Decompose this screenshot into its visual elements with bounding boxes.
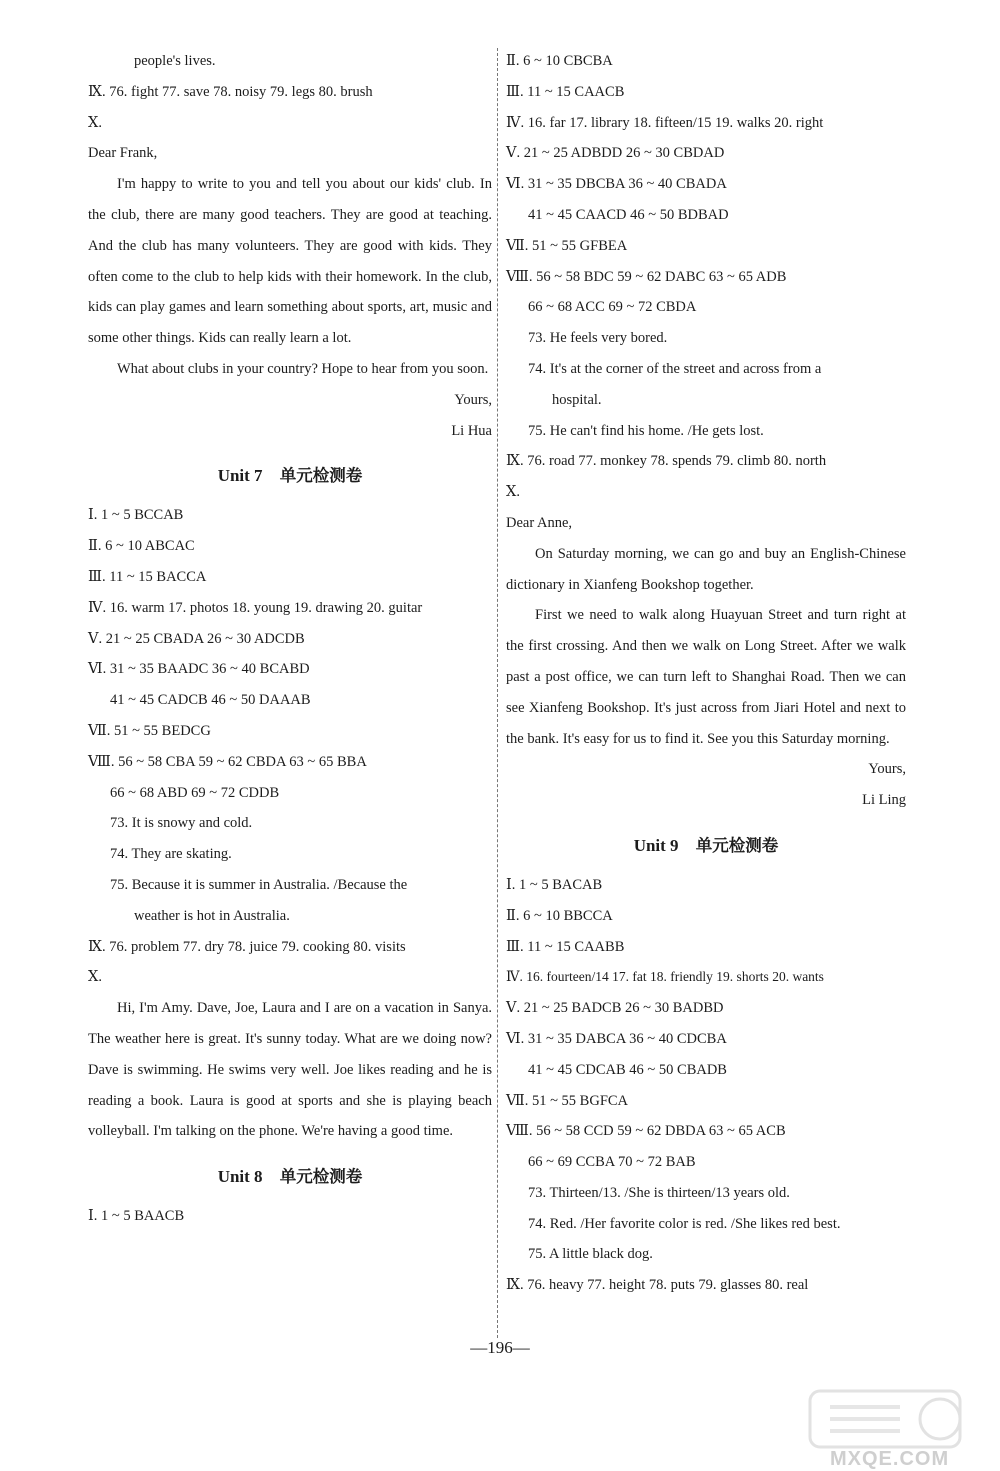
page-number: —196— xyxy=(470,1338,530,1357)
answer-line: Ⅴ. 21 ~ 25 ADBDD 26 ~ 30 CBDAD xyxy=(506,145,725,162)
answer-line: 41 ~ 45 CAACD 46 ~ 50 BDBAD xyxy=(528,206,729,223)
answer-line: Ⅲ. 11 ~ 15 CAABB xyxy=(506,938,625,955)
answer-line: Ⅵ. 31 ~ 35 DBCBA 36 ~ 40 CBADA xyxy=(506,176,727,193)
answer-line: Ⅱ. 6 ~ 10 BBCCA xyxy=(506,907,613,924)
answer-line: Ⅴ. 21 ~ 25 CBADA 26 ~ 30 ADCDB xyxy=(88,630,305,647)
answer-line: Ⅴ. 21 ~ 25 BADCB 26 ~ 30 BADBD xyxy=(506,1000,724,1017)
answer-line: Ⅳ. 16. warm 17. photos 18. young 19. drawing 20. guitar xyxy=(88,599,423,616)
unit-title-cn: 单元检测卷 xyxy=(279,1167,363,1187)
answer-line: 73. It is snowy and cold. xyxy=(110,815,253,832)
answer-line: Ⅸ. 76. heavy 77. height 78. puts 79. glasses 80. real xyxy=(506,1277,809,1294)
answer-line: 41 ~ 45 CDCAB 46 ~ 50 CBADB xyxy=(528,1061,727,1078)
answer-line: Ⅶ. 51 ~ 55 BEDCG xyxy=(88,722,211,739)
answer-line: Ⅰ. 1 ~ 5 BAACB xyxy=(88,1208,185,1225)
answer-line: 66 ~ 68 ACC 69 ~ 72 CBDA xyxy=(528,299,697,316)
watermark-text: MXQE.COM xyxy=(830,1448,950,1470)
answer-line: 74. They are skating. xyxy=(110,846,232,863)
answer-line: Ⅷ. 56 ~ 58 CCD 59 ~ 62 DBDA 63 ~ 65 ACB xyxy=(506,1123,786,1140)
answer-line: Ⅵ. 31 ~ 35 DABCA 36 ~ 40 CDCBA xyxy=(506,1030,727,1047)
letter-greeting: Dear Frank, xyxy=(88,145,158,162)
letter-signature: Li Ling xyxy=(862,792,906,809)
answer-line: Ⅷ. 56 ~ 58 BDC 59 ~ 62 DABC 63 ~ 65 ADB xyxy=(506,268,787,285)
text-line: people's lives. xyxy=(134,53,216,69)
answer-line: Ⅶ. 51 ~ 55 BGFCA xyxy=(506,1092,629,1109)
unit-title-en: Unit 7 xyxy=(217,466,263,486)
answer-line: Ⅲ. 11 ~ 15 CAACB xyxy=(506,83,625,100)
answer-line: Ⅰ. 1 ~ 5 BCCAB xyxy=(88,507,184,524)
answer-line: hospital. xyxy=(552,391,602,408)
answer-line: 73. He feels very bored. xyxy=(528,330,668,347)
unit-8-title xyxy=(88,1153,492,1201)
answer-line: Ⅰ. 1 ~ 5 BACAB xyxy=(506,876,603,893)
answer-line: Ⅳ. 16. fourteen/14 17. fat 18. friendly 19. shorts 20. wants xyxy=(506,969,824,985)
unit-9-title xyxy=(506,822,906,870)
letter-paragraph: First we need to walk along Huayuan Street and turn right at the first crossing. And then we walk on Long Street. After we walk past a post office, we can turn left to Shanghai Road. Then we can see Xianfeng Bookshop. It's just across from Jiari Hotel and next to the bank. It's easy for us to find it. See you this Saturday morning. xyxy=(506,607,906,747)
letter-signature: Li Hua xyxy=(451,422,492,439)
answer-line: Ⅱ. 6 ~ 10 ABCAC xyxy=(88,538,195,555)
answer-line: weather is hot in Australia. xyxy=(134,907,290,924)
left-column xyxy=(88,46,492,1232)
letter-closing: Yours, xyxy=(868,761,906,778)
answer-line: 41 ~ 45 CADCB 46 ~ 50 DAAAB xyxy=(110,692,311,709)
essay-paragraph: Hi, I'm Amy. Dave, Joe, Laura and I are on a vacation in Sanya. The weather here is great. It's sunny today. What are we doing now? Dave is swimming. He swims very well. Joe likes reading and he is reading a book. Laura is good at sports and she is playing beach volleyball. I'm talking on the phone. We're having a good time. xyxy=(88,1000,492,1140)
section-marker: Ⅹ. xyxy=(88,114,102,131)
answer-line: Ⅵ. 31 ~ 35 BAADC 36 ~ 40 BCABD xyxy=(88,661,310,678)
answer-line: Ⅸ. 76. problem 77. dry 78. juice 79. cooking 80. visits xyxy=(88,938,406,955)
unit-title-cn: 单元检测卷 xyxy=(279,466,363,486)
section-marker: Ⅹ. xyxy=(506,484,520,501)
letter-paragraph: On Saturday morning, we can go and buy an English-Chinese dictionary in Xianfeng Bookshop together. xyxy=(506,545,906,593)
answer-line: Ⅶ. 51 ~ 55 GFBEA xyxy=(506,237,628,254)
letter-closing: Yours, xyxy=(454,391,492,408)
unit-title-en: Unit 8 xyxy=(217,1167,263,1187)
answer-line: 75. Because it is summer in Australia. /Because the xyxy=(110,876,408,893)
unit-title-en: Unit 9 xyxy=(633,835,679,855)
unit-title-cn: 单元检测卷 xyxy=(695,835,779,855)
answer-line: 74. Red. /Her favorite color is red. /She likes red best. xyxy=(528,1215,841,1232)
answer-line: Ⅸ. 76. fight 77. save 78. noisy 79. legs 80. brush xyxy=(88,83,373,100)
letter-paragraph: What about clubs in your country? Hope to hear from you soon. xyxy=(117,360,489,377)
answer-line: 66 ~ 68 ABD 69 ~ 72 CDDB xyxy=(110,784,280,801)
unit-7-title xyxy=(88,452,492,500)
answer-line: Ⅷ. 56 ~ 58 CBA 59 ~ 62 CBDA 63 ~ 65 BBA xyxy=(88,753,367,770)
column-divider xyxy=(497,48,498,1338)
answer-line: 75. He can't find his home. /He gets lost. xyxy=(528,422,764,439)
answer-line: Ⅲ. 11 ~ 15 BACCA xyxy=(88,568,207,585)
right-column xyxy=(506,46,906,1301)
answer-line: Ⅱ. 6 ~ 10 CBCBA xyxy=(506,53,613,69)
section-marker: Ⅹ. xyxy=(88,969,102,986)
answer-line: Ⅳ. 16. far 17. library 18. fifteen/15 19. walks 20. right xyxy=(506,114,824,131)
answer-line: 74. It's at the corner of the street and across from a xyxy=(528,360,822,377)
answer-line: 66 ~ 69 CCBA 70 ~ 72 BAB xyxy=(528,1154,696,1171)
letter-greeting: Dear Anne, xyxy=(506,514,573,531)
answer-line: 75. A little black dog. xyxy=(528,1246,653,1263)
answer-line: 73. Thirteen/13. /She is thirteen/13 years old. xyxy=(528,1184,790,1201)
letter-paragraph: I'm happy to write to you and tell you about our kids' club. In the club, there are many good teachers. They are good at teaching. And the club has many volunteers. They are good with kids. They often come to the club to help kids with their homework. In the club, kids can play games and learn something about sports, art, music and some other things. Kids can really learn a lot. xyxy=(88,176,492,347)
answer-line: Ⅸ. 76. road 77. monkey 78. spends 79. climb 80. north xyxy=(506,453,827,470)
